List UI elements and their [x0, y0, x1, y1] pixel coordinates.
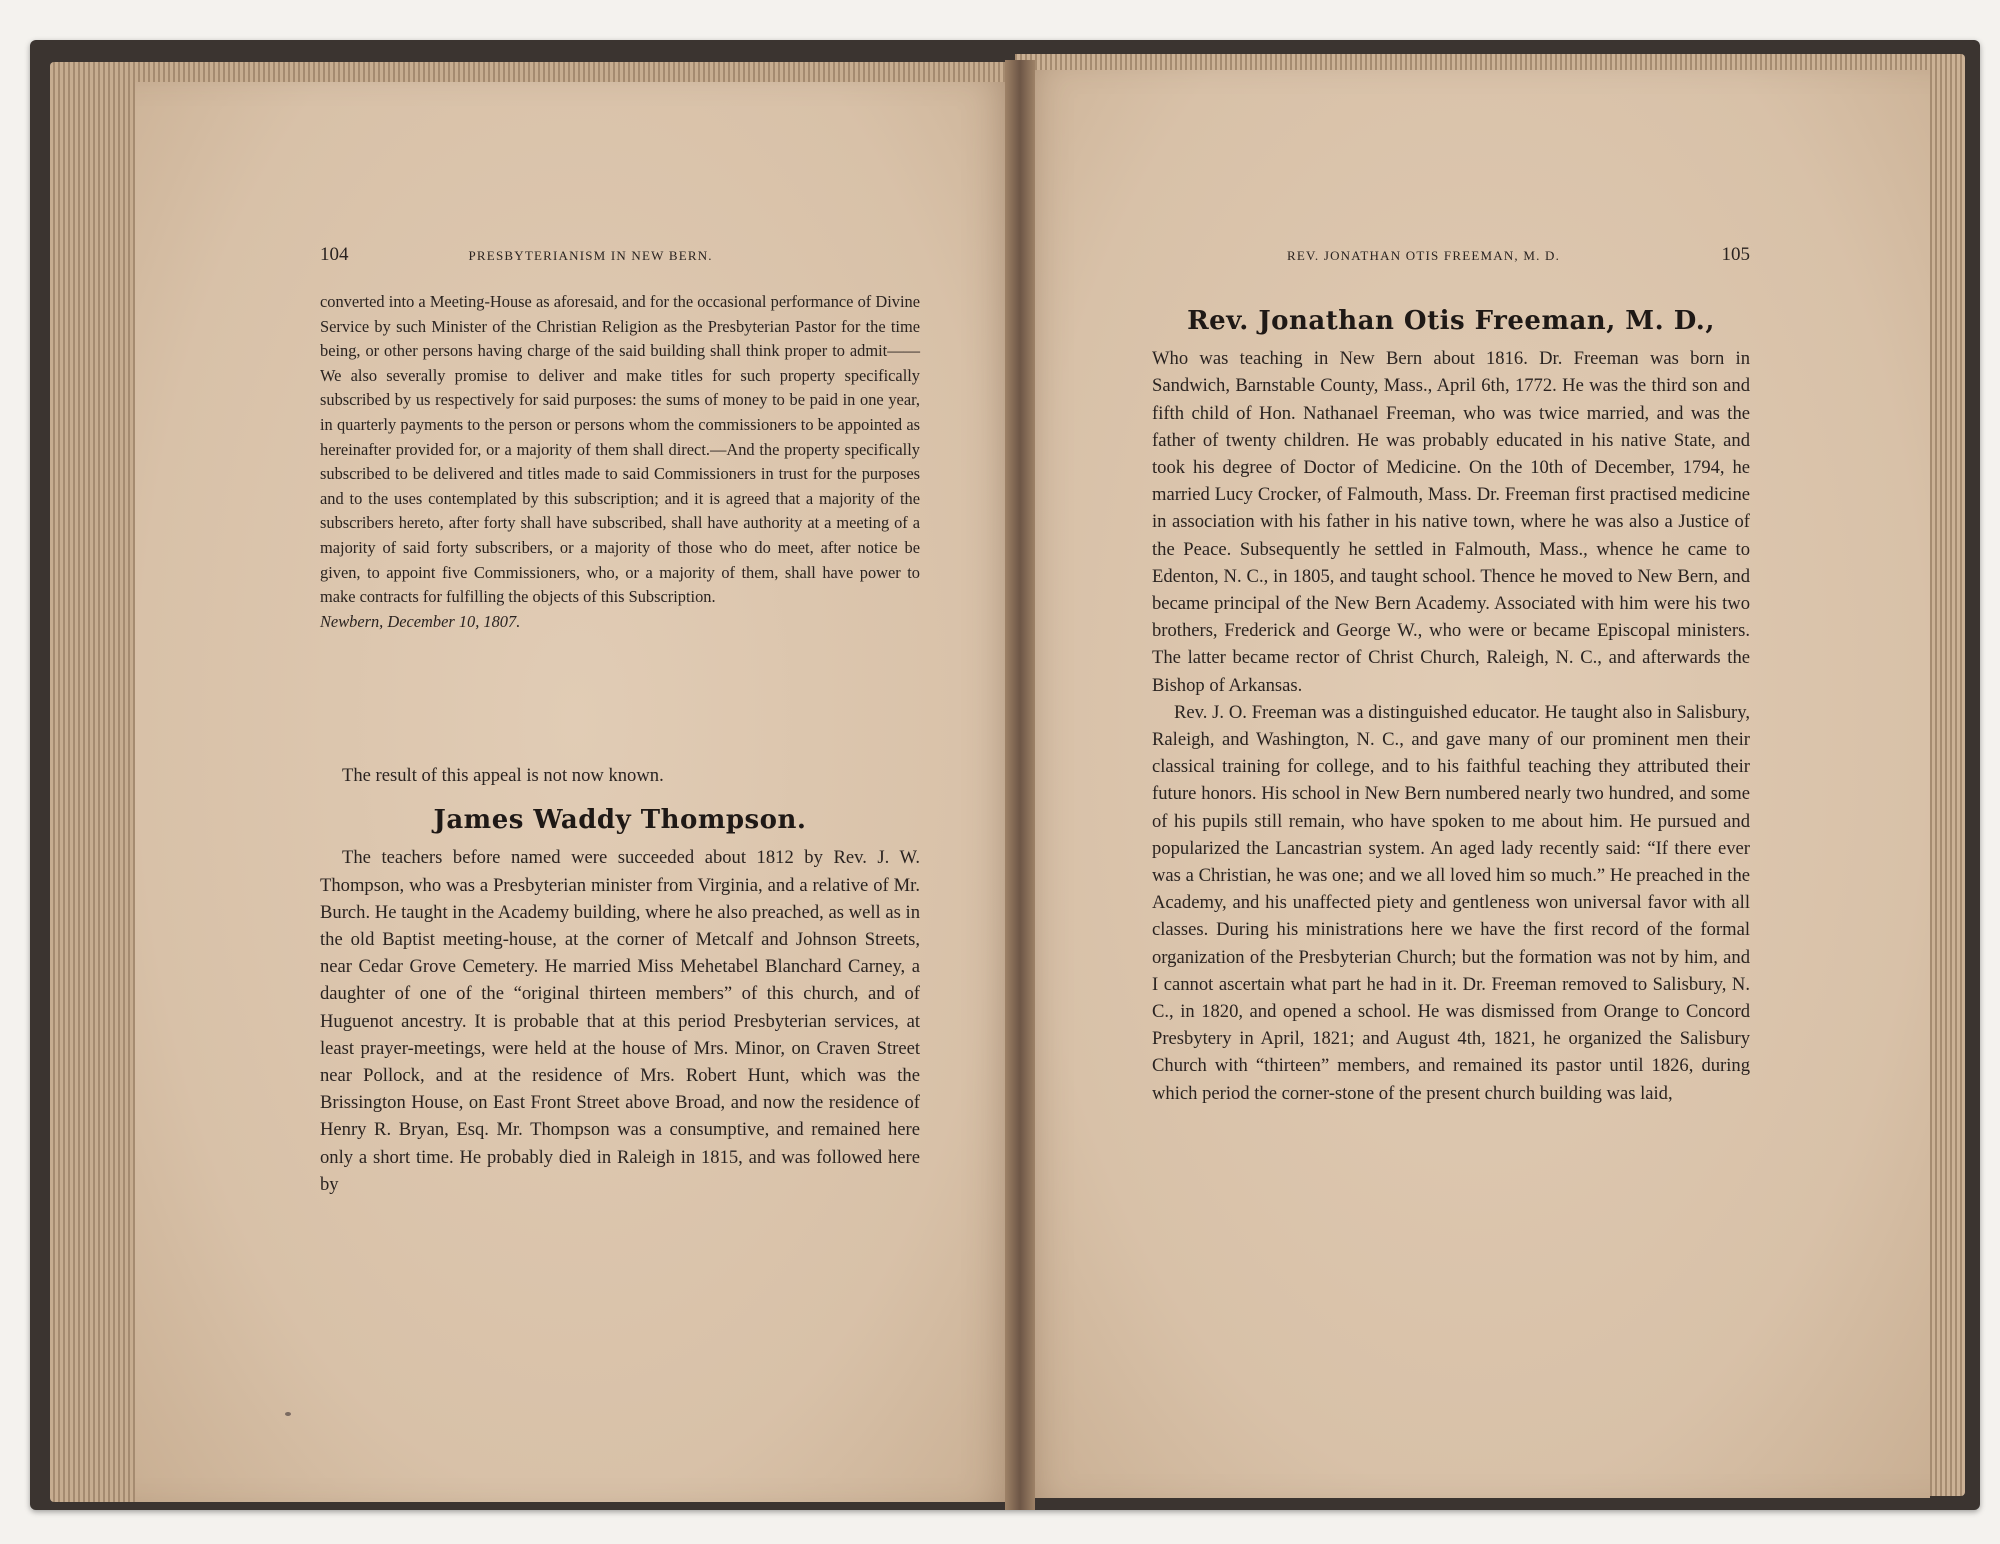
result-text: The result of this appeal is not now known.: [342, 765, 664, 786]
page-speck: [285, 1412, 291, 1416]
left-page-body: [320, 290, 920, 634]
right-page-header: [1152, 244, 1750, 266]
left-page-section: [320, 762, 920, 1198]
freeman-paragraph-1: Who was teaching in New Bern about 1816. Dr. Freeman was born in Sandwich, Barnstable County, Mass., April 6th, 1772. He was the third son and fifth child of Hon. Nathanael Freeman, who was twice married, and was the father of twenty children. He was probably educated in his native State, and took his degree of Doctor of Medicine. On the 10th of December, 1794, he married Lucy Crocker, of Falmouth, Mass. Dr. Freeman first practised medicine in association with his father in his native town, where he was also a Justice of the Peace. Subsequently he settled in Falmouth, Mass., whence he came to Edenton, N. C., in 1805, and taught school. Thence he moved to New Bern, and became principal of the New Bern Academy. Associated with him were his two brothers, Frederick and George W., who were or became Episcopal ministers. The latter became rector of Christ Church, Raleigh, N. C., and afterwards the Bishop of Arkansas.: [1152, 348, 1750, 696]
right-running-head: REV. JONATHAN OTIS FREEMAN, M. D.: [1287, 248, 1561, 263]
right-page-body: [1152, 290, 1750, 1107]
thompson-text: The teachers before named were succeeded about 1812 by Rev. J. W. Thompson, who was a Presbyterian minister from Virginia, and a relative of Mr. Burch. He taught in the Academy building, where he also preached, as well as in the old Baptist meeting-house, at the corner of Metcalf and Johnson Streets, near Cedar Grove Cemetery. He married Miss Mehetabel Blanchard Carney, a daughter of one of the “original thirteen members” of this church, and of Huguenot ancestry. It is probable that at this period Presbyterian services, at least prayer-meetings, were held at the house of Mrs. Minor, on Craven Street near Pollock, and at the residence of Mrs. Robert Hunt, which was the Brissington House, on East Front Street above Broad, and now the residence of Henry R. Bryan, Esq. Mr. Thompson was a consumptive, and remained here only a short time. He probably died in Raleigh in 1815, and was followed here by: [320, 847, 920, 1195]
right-page-number: 105: [1721, 244, 1750, 265]
section-heading-thompson: James Waddy Thompson.: [433, 805, 807, 836]
left-page-header: [320, 244, 920, 266]
left-running-head: PRESBYTERIANISM IN NEW BERN.: [468, 248, 713, 263]
subscription-text: converted into a Meeting-House as aforesaid, and for the occasional performance of Divine Service by such Minister of the Christian Religion as the Presbyterian Pastor for the time being, or other persons having charge of the said building shall think proper to admit——We also severally promise to deliver and make titles for such property specifically subscribed by us respectively for said purposes: the sums of money to be paid in one year, in quarterly payments to the person or persons whom the commissioners to be appointed as hereinafter provided for, or a majority of them shall direct.—And the property specifically subscribed to be delivered and titles made to said Commissioners in trust for the purposes and to the uses contemplated by this subscription; and it is agreed that a majority of the subscribers hereto, after forty shall have subscribed, shall have authority at a meeting of a majority of said forty subscribers, or a majority of those who do meet, after notice be given, to appoint five Commissioners, who, or a majority of them, shall have power to make contracts for fulfilling the objects of this Subscription.: [320, 292, 920, 607]
freeman-paragraph-2: Rev. J. O. Freeman was a distinguished educator. He taught also in Salisbury, Raleigh, and Washington, N. C., and gave many of our prominent men their classical training for college, and to his faithful teaching they attributed their future honors. His school in New Bern numbered nearly two hundred, and some of his pupils still remain, who have spoken to me about him. He pursued and popularized the Lancastrian system. An aged lady recently said: “If there ever was a Christian, he was one; and we all loved him so much.” He preached in the Academy, and his unaffected piety and gentleness won universal favor with all classes. During his ministrations here we have the first record of the formal organization of the Presbyterian Church; but the formation was not by him, and I cannot ascertain what part he had in it. Dr. Freeman removed to Salisbury, N. C., in 1820, and opened a school. He was dismissed from Orange to Concord Presbytery in April, 1821; and August 4th, 1821, he organized the Salisbury Church with “thirteen” members, and remained its pastor until 1826, during which period the corner-stone of the present church building was laid,: [1152, 701, 1750, 1104]
subscription-dateline: Newbern, December 10, 1807.: [320, 611, 521, 631]
book-gutter: [1005, 60, 1035, 1510]
left-page-number: 104: [320, 244, 349, 265]
section-heading-freeman: Rev. Jonathan Otis Freeman, M. D.,: [1187, 306, 1715, 336]
